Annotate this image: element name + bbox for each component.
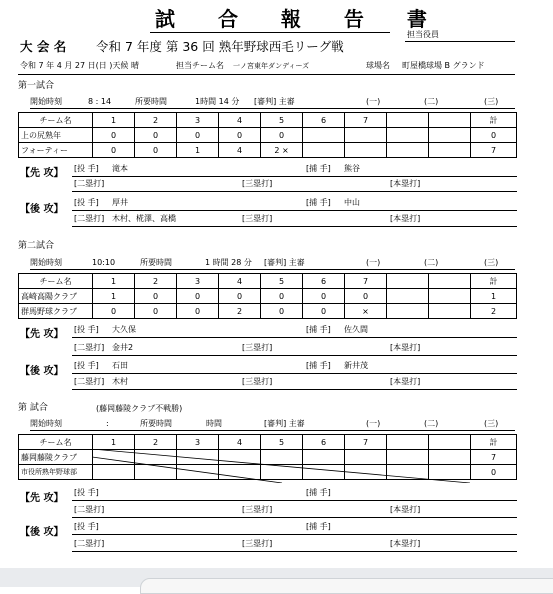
score-cell: 1	[93, 289, 135, 304]
score-cell	[345, 128, 387, 143]
inning-header: 2	[135, 113, 177, 128]
total-cell: 0	[471, 128, 517, 143]
inning-header: 4	[219, 113, 261, 128]
score-cell	[303, 128, 345, 143]
team-name-header: チーム名	[19, 435, 93, 450]
score-cell	[387, 289, 429, 304]
forfeit-note: (藤岡藤陵クラブ不戦勝)	[96, 404, 183, 413]
score-cell: 0	[93, 128, 135, 143]
score-cell: ×	[345, 304, 387, 319]
total-cell: 7	[471, 143, 517, 158]
inning-header: 1	[93, 435, 135, 450]
start-time-value: 8 : 14	[88, 97, 112, 106]
umpire-2: (二)	[424, 419, 439, 428]
score-cell: 0	[219, 128, 261, 143]
score-cell	[387, 143, 429, 158]
score-cell	[387, 128, 429, 143]
catcher-label: [捕 手]	[306, 361, 331, 370]
umpire-label: [審判] 主審	[254, 97, 295, 106]
triple-label: [三塁打]	[242, 377, 273, 386]
score-cell: 0	[261, 128, 303, 143]
start-time-label: 開始時刻	[30, 97, 62, 106]
total-cell: 0	[471, 465, 517, 480]
umpire-2: (二)	[424, 97, 439, 106]
team-label: 担当チーム名	[176, 61, 224, 70]
inning-header: 5	[261, 435, 303, 450]
double-label: [二塁打]	[74, 377, 105, 386]
team-name-cell: 藤岡藤陵クラブ	[19, 450, 93, 465]
catcher-name: 新井茂	[344, 361, 368, 370]
triple-label: [三塁打]	[242, 214, 273, 223]
underline	[72, 517, 517, 518]
inning-header	[429, 113, 471, 128]
duration-label: 所要時間	[140, 258, 172, 267]
inning-header	[387, 274, 429, 289]
underline	[72, 210, 517, 211]
senko-label: 【先 攻】	[20, 329, 64, 340]
team-name-cell: 群馬野球クラブ	[19, 304, 93, 319]
catcher-label: [捕 手]	[306, 325, 331, 334]
score-cell: 0	[261, 304, 303, 319]
total-cell: 1	[471, 289, 517, 304]
total-header: 計	[471, 113, 517, 128]
homer-label: [本塁打]	[390, 377, 421, 386]
umpire-1: (一)	[366, 258, 381, 267]
time-underline	[30, 108, 515, 109]
title-underline	[150, 32, 390, 33]
umpire-1: (一)	[366, 97, 381, 106]
event-name: 令和 7 年度 第 36 回 熟年野球西毛リーグ戦	[96, 39, 344, 54]
inning-header: 4	[219, 274, 261, 289]
score-cell	[387, 304, 429, 319]
score-cell: 1	[177, 143, 219, 158]
event-label: 大 会 名	[20, 39, 67, 54]
senko-label: 【先 攻】	[20, 168, 64, 179]
triple-label: [三塁打]	[242, 179, 273, 188]
underline	[72, 226, 517, 227]
score-cell	[345, 143, 387, 158]
time-underline	[30, 269, 515, 270]
inning-header	[387, 113, 429, 128]
umpire-2: (二)	[424, 258, 439, 267]
catcher-label: [捕 手]	[306, 488, 331, 497]
start-time-label: 開始時刻	[30, 419, 62, 428]
score-cell: 0	[135, 304, 177, 319]
umpire-3: (三)	[484, 258, 499, 267]
underline	[72, 373, 517, 374]
pitcher-name: 滝本	[112, 164, 128, 173]
pitcher-label: [投 手]	[74, 522, 99, 531]
duration-value: 時間	[206, 419, 222, 428]
total-header: 計	[471, 435, 517, 450]
team-name-cell: 市役所熟年野球部	[19, 465, 93, 480]
inning-header: 7	[345, 274, 387, 289]
score-cell: 4	[219, 143, 261, 158]
underline	[72, 551, 517, 552]
score-cell: 2	[219, 304, 261, 319]
catcher-label: [捕 手]	[306, 198, 331, 207]
homer-label: [本塁打]	[390, 214, 421, 223]
score-cell: 0	[135, 143, 177, 158]
catcher-name: 佐久間	[344, 325, 368, 334]
pitcher-label: [投 手]	[74, 361, 99, 370]
koko-label: 【後 攻】	[20, 527, 64, 538]
inning-header: 5	[261, 113, 303, 128]
viewer-footer-panel	[140, 578, 553, 594]
pitcher-label: [投 手]	[74, 198, 99, 207]
catcher-name: 熊谷	[344, 164, 360, 173]
team-name-cell: フォーティー	[19, 143, 93, 158]
header-row	[19, 274, 517, 289]
homer-label: [本塁打]	[390, 343, 421, 352]
game-heading: 第二試合	[18, 241, 55, 251]
inning-header: 3	[177, 435, 219, 450]
homer-label: [本塁打]	[390, 179, 421, 188]
team-name-header: チーム名	[19, 274, 93, 289]
score-row	[19, 289, 517, 304]
inning-header	[429, 274, 471, 289]
catcher-label: [捕 手]	[306, 164, 331, 173]
double-players: 金井2	[112, 343, 134, 352]
umpire-3: (三)	[484, 97, 499, 106]
double-label: [二塁打]	[74, 214, 105, 223]
pitcher-label: [投 手]	[74, 488, 99, 497]
inning-header: 3	[177, 274, 219, 289]
umpire-label: [審判] 主審	[264, 258, 305, 267]
inning-header: 7	[345, 435, 387, 450]
double-label: [二塁打]	[74, 343, 105, 352]
score-cell	[429, 143, 471, 158]
header-row	[19, 113, 517, 128]
team-name-header: チーム名	[19, 113, 93, 128]
score-row	[19, 128, 517, 143]
strike-line	[92, 449, 470, 483]
score-cell: 0	[345, 289, 387, 304]
start-time-value: :	[106, 419, 109, 428]
header-row	[19, 435, 517, 450]
score-cell	[429, 128, 471, 143]
double-players: 木村	[112, 377, 128, 386]
officer-label: 担当役員	[407, 30, 439, 39]
underline	[72, 176, 517, 177]
date-line: 令和 7 年 4 月 27 日(日 )天候 晴	[20, 61, 139, 70]
inning-header: 2	[135, 435, 177, 450]
score-cell: 0	[177, 289, 219, 304]
score-cell: 0	[219, 289, 261, 304]
underline	[72, 355, 517, 356]
duration-label: 所要時間	[140, 419, 172, 428]
score-cell	[429, 304, 471, 319]
inning-header	[387, 435, 429, 450]
total-cell: 2	[471, 304, 517, 319]
koko-label: 【後 攻】	[20, 366, 64, 377]
time-underline	[30, 430, 515, 431]
venue-label: 球場名	[366, 61, 390, 70]
double-players: 木村、椛澤、高橋	[112, 214, 176, 223]
triple-label: [三塁打]	[242, 505, 273, 514]
duration-label: 所要時間	[135, 97, 167, 106]
duration-value: 1 時間 28 分	[205, 258, 252, 267]
total-header: 計	[471, 274, 517, 289]
pitcher-name: 厚井	[112, 198, 128, 207]
scoreboard-game-1	[18, 112, 517, 158]
double-label: [二塁打]	[74, 505, 105, 514]
forfeit-strike-lines	[92, 449, 470, 483]
total-cell: 7	[471, 450, 517, 465]
koko-label: 【後 攻】	[20, 204, 64, 215]
pitcher-label: [投 手]	[74, 325, 99, 334]
game-heading: 第 試合	[18, 403, 48, 413]
inning-header: 2	[135, 274, 177, 289]
score-cell: 0	[93, 304, 135, 319]
pitcher-label: [投 手]	[74, 164, 99, 173]
score-cell: 0	[303, 289, 345, 304]
score-cell: 0	[135, 128, 177, 143]
score-cell: 0	[177, 128, 219, 143]
score-row	[19, 143, 517, 158]
inning-header: 3	[177, 113, 219, 128]
duration-value: 1時間 14 分	[195, 97, 240, 106]
inning-header: 6	[303, 113, 345, 128]
catcher-label: [捕 手]	[306, 522, 331, 531]
venue-name: 町屋橋球場 B グランド	[402, 61, 485, 70]
document-title: 試 合 報 告 書	[155, 7, 445, 31]
inning-header: 7	[345, 113, 387, 128]
senko-label: 【先 攻】	[20, 493, 64, 504]
homer-label: [本塁打]	[390, 505, 421, 514]
umpire-1: (一)	[366, 419, 381, 428]
team-name: 一ノ宮東年ダンディーズ	[233, 62, 310, 70]
homer-label: [本塁打]	[390, 539, 421, 548]
umpire-label: [審判] 主審	[264, 419, 305, 428]
scoreboard-game-2	[18, 273, 517, 319]
pitcher-name: 大久保	[112, 325, 136, 334]
strike-line	[92, 457, 282, 483]
score-cell: 0	[135, 289, 177, 304]
underline	[72, 191, 517, 192]
inning-header: 5	[261, 274, 303, 289]
team-name-cell: 高崎高陽クラブ	[19, 289, 93, 304]
double-label: [二塁打]	[74, 539, 105, 548]
underline	[72, 389, 517, 390]
double-label: [二塁打]	[74, 179, 105, 188]
underline	[72, 534, 517, 535]
umpire-3: (三)	[484, 419, 499, 428]
inning-header	[429, 435, 471, 450]
inning-header: 4	[219, 435, 261, 450]
catcher-name: 中山	[344, 198, 360, 207]
pitcher-name: 石田	[112, 361, 128, 370]
triple-label: [三塁打]	[242, 539, 273, 548]
game-heading: 第一試合	[18, 81, 55, 91]
score-cell	[429, 289, 471, 304]
score-cell: 0	[93, 143, 135, 158]
score-cell: 2 ×	[261, 143, 303, 158]
officer-underline	[405, 41, 515, 42]
score-cell: 0	[177, 304, 219, 319]
inning-header: 1	[93, 274, 135, 289]
team-name-cell: 上の尻熟年	[19, 128, 93, 143]
score-cell: 0	[261, 289, 303, 304]
score-cell	[303, 143, 345, 158]
start-time-value: 10:10	[92, 258, 116, 267]
score-cell: 0	[303, 304, 345, 319]
underline	[72, 500, 517, 501]
start-time-label: 開始時刻	[30, 258, 62, 267]
triple-label: [三塁打]	[242, 343, 273, 352]
inning-header: 6	[303, 274, 345, 289]
score-row	[19, 304, 517, 319]
inning-header: 6	[303, 435, 345, 450]
header-underline	[18, 74, 515, 75]
inning-header: 1	[93, 113, 135, 128]
underline	[72, 337, 517, 338]
